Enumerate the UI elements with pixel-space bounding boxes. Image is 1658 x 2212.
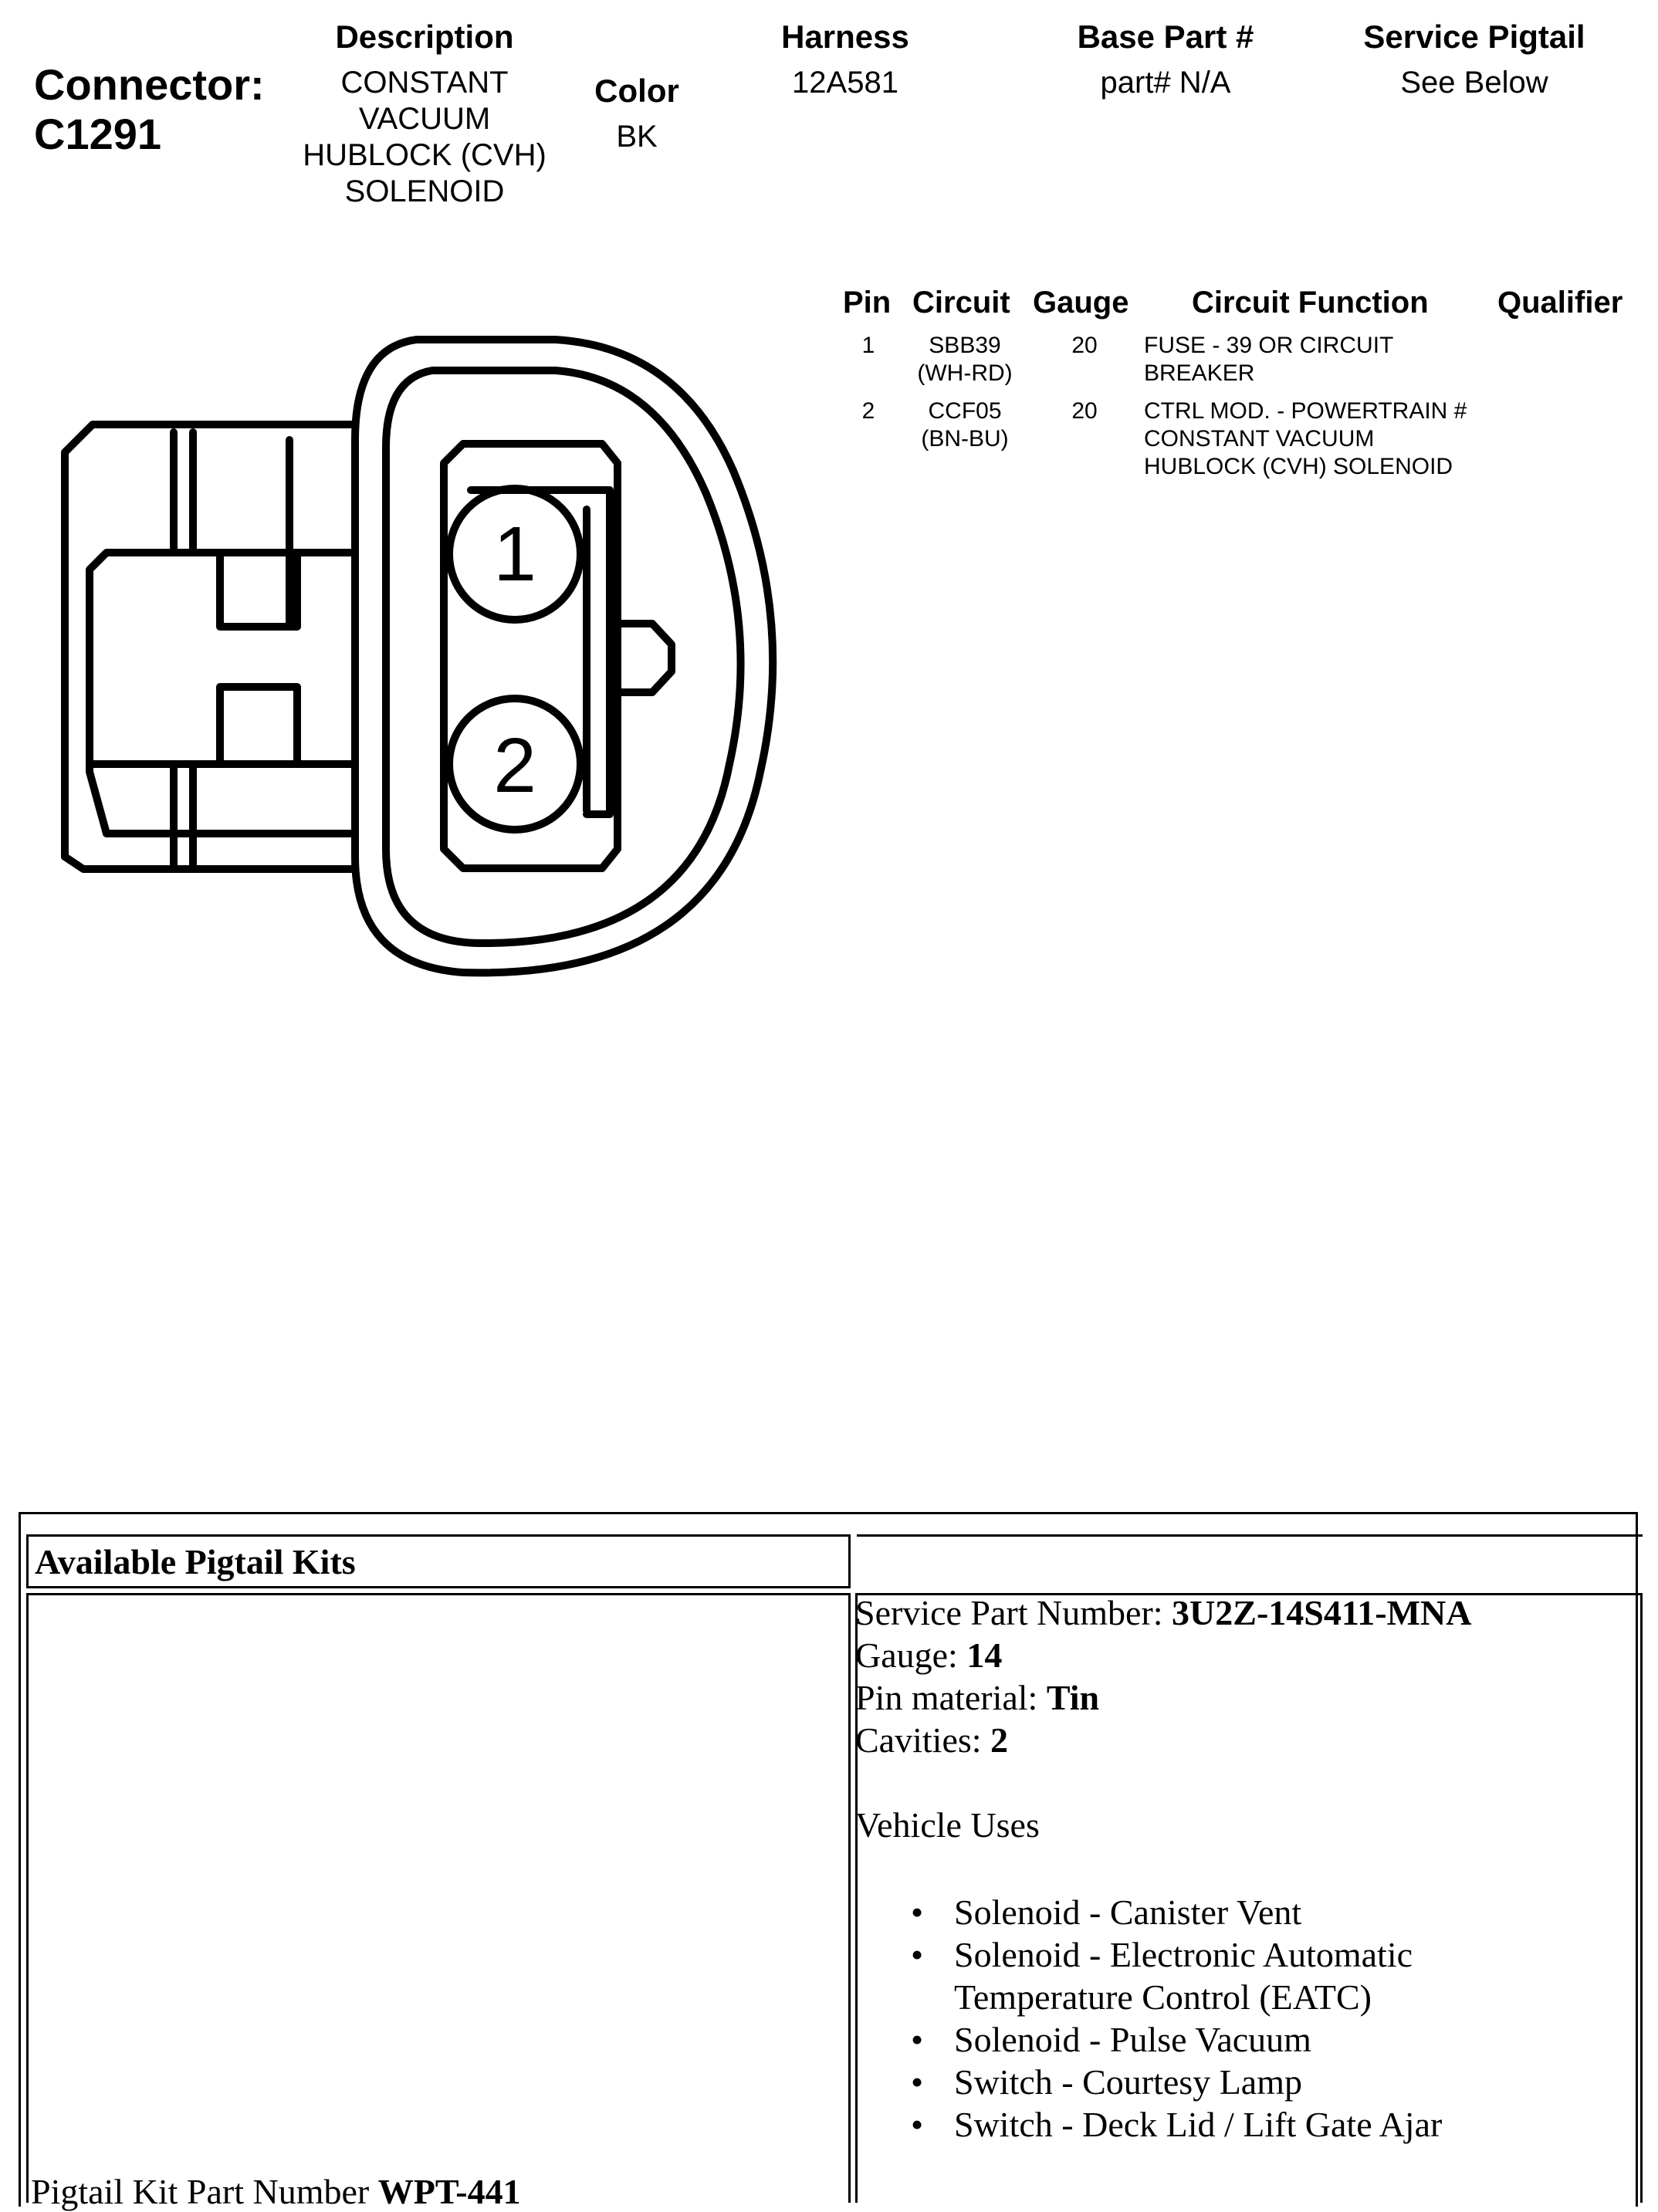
bullet-icon: • [911, 2105, 924, 2144]
description-line: CONSTANT [340, 66, 509, 100]
function-line: FUSE - 39 OR CIRCUIT [1144, 333, 1394, 358]
pigtail-title-spacer [857, 1534, 1643, 1588]
description-line: HUBLOCK (CVH) [303, 138, 546, 172]
gauge-value: 20 [1071, 333, 1098, 358]
color-value: BK [616, 120, 658, 154]
bullet-icon: • [911, 2020, 924, 2059]
function-line: BREAKER [1144, 360, 1255, 386]
vehicle-use-item [911, 1933, 1606, 2018]
pin-header: Pin [843, 286, 892, 320]
circuit-code [895, 332, 1034, 387]
vehicle-use-text: Temperature Control (EATC) [954, 1977, 1372, 2017]
circuit-function [1144, 397, 1514, 481]
cavities-row [855, 1719, 1472, 1761]
bullet-icon: • [911, 1935, 924, 1974]
pigtail-title-cell [26, 1534, 851, 1588]
pin-material-label: Pin material: [855, 1678, 1047, 1717]
kit-part-value: WPT-441 [377, 2172, 521, 2211]
circuit-id: CCF05 [928, 398, 1002, 424]
service-part-value: 3U2Z-14S411-MNA [1172, 1593, 1472, 1632]
wire-color: (WH-RD) [917, 360, 1013, 386]
vehicle-use-item [911, 2061, 1606, 2103]
pigtail-image-cell [26, 1593, 851, 2203]
description-line: SOLENOID [344, 174, 505, 208]
vehicle-use-item [911, 1891, 1606, 1933]
bullet-icon: • [911, 1892, 924, 1932]
vehicle-use-text: Switch - Courtesy Lamp [954, 2062, 1302, 2102]
circuit-function-header: Circuit Function [1192, 286, 1429, 320]
service-pigtail-label: Service Pigtail [1363, 19, 1585, 55]
vehicle-use-item [911, 2018, 1606, 2061]
vehicle-use-text: Switch - Deck Lid / Lift Gate Ajar [954, 2105, 1443, 2144]
service-part-row [855, 1591, 1472, 1634]
cavities-label: Cavities: [855, 1720, 991, 1760]
cavity-1-label: 1 [493, 511, 536, 597]
base-part-value: part# N/A [1100, 66, 1231, 100]
pigtail-specs [855, 1591, 1472, 1761]
gauge-header: Gauge [1033, 286, 1129, 320]
description-label: Description [335, 19, 514, 55]
gauge-row [855, 1634, 1472, 1676]
vehicle-uses-heading: Vehicle Uses [855, 1805, 1040, 1845]
pin-material-row [855, 1676, 1472, 1719]
harness-value: 12A581 [792, 66, 898, 100]
connector-id: C1291 [34, 110, 162, 158]
vehicle-use-text: Solenoid - Pulse Vacuum [954, 2020, 1311, 2059]
connector-label: Connector: [34, 60, 265, 109]
kit-part-label: Pigtail Kit Part Number [31, 2172, 378, 2211]
color-label: Color [594, 73, 679, 109]
connector-latch-outline [65, 424, 351, 869]
gauge-spec-value: 14 [966, 1635, 1003, 1675]
vehicle-uses-list [911, 1891, 1606, 2146]
pin-number: 1 [861, 333, 875, 358]
keyway [618, 624, 672, 692]
vehicle-use-item [911, 2103, 1606, 2146]
pigtail-title: Available Pigtail Kits [35, 1542, 356, 1581]
gauge-label: Gauge: [855, 1635, 967, 1675]
function-line: CTRL MOD. - POWERTRAIN # [1144, 398, 1467, 424]
gauge-value: 20 [1071, 398, 1098, 424]
function-line: CONSTANT VACUUM [1144, 426, 1375, 452]
latch-window [220, 687, 297, 764]
circuit-header: Circuit [912, 286, 1010, 320]
service-pigtail-value: See Below [1400, 66, 1548, 100]
pin-number: 2 [861, 398, 875, 424]
pin-material-value: Tin [1046, 1678, 1100, 1717]
housing-outer [355, 340, 773, 972]
housing-inner [386, 370, 741, 943]
service-part-label: Service Part Number: [855, 1593, 1172, 1632]
cavities-value: 2 [990, 1720, 1009, 1760]
connector-face-diagram [0, 0, 849, 1003]
function-line: HUBLOCK (CVH) SOLENOID [1144, 454, 1453, 479]
circuit-code [895, 397, 1034, 453]
harness-label: Harness [781, 19, 909, 55]
pigtail-kit-part-number [31, 2171, 521, 2212]
vehicle-use-text: Solenoid - Canister Vent [954, 1892, 1302, 1932]
bullet-icon: • [911, 2062, 924, 2102]
qualifier-header: Qualifier [1497, 286, 1623, 320]
vehicle-use-text: Solenoid - Electronic Automatic [954, 1935, 1413, 1974]
cavity-2-label: 2 [493, 722, 536, 809]
circuit-id: SBB39 [929, 333, 1001, 358]
base-part-label: Base Part # [1077, 19, 1254, 55]
description-line: VACUUM [358, 102, 491, 136]
circuit-function [1144, 332, 1499, 387]
wire-color: (BN-BU) [921, 426, 1009, 452]
